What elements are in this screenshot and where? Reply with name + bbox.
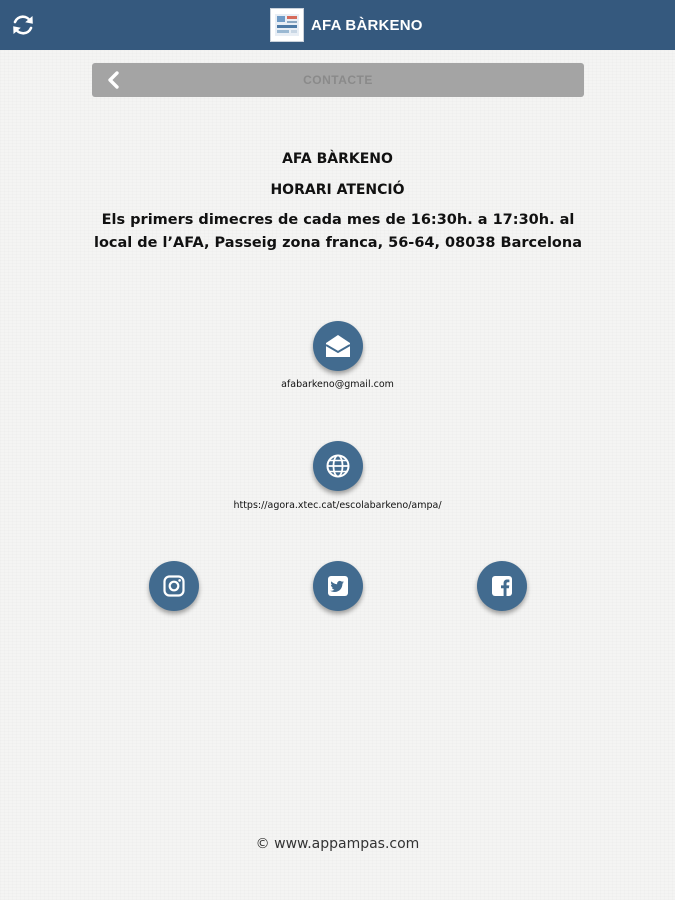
- hours-title: HORARI ATENCIÓ: [270, 182, 405, 198]
- email-button[interactable]: [313, 321, 363, 371]
- website-link[interactable]: https://agora.xtec.cat/escolabarkeno/ampa/: [233, 500, 442, 511]
- twitter-button[interactable]: [313, 561, 363, 611]
- facebook-icon: [490, 574, 514, 598]
- org-name: AFA BÀRKENO: [282, 151, 393, 167]
- section-title: CONTACTE: [303, 73, 373, 87]
- envelope-icon: [324, 333, 352, 359]
- hours-text: Els primers dimecres de cada mes de 16:30h. a 17:30h. al local de l’AFA, Passeig zona franca, 56-64, 08038 Barcelona: [93, 212, 583, 251]
- globe-icon: [325, 453, 351, 479]
- instagram-icon: [162, 574, 186, 598]
- app-title: AFA BÀRKENO: [311, 16, 423, 34]
- brand: [270, 9, 423, 41]
- instagram-button[interactable]: [149, 561, 199, 611]
- top-bar: [0, 0, 675, 50]
- section-header: [92, 63, 584, 97]
- twitter-icon: [326, 574, 350, 598]
- refresh-icon[interactable]: [10, 12, 36, 38]
- email-link[interactable]: afabarkeno@gmail.com: [281, 379, 394, 390]
- footer-credit[interactable]: © www.appampas.com: [255, 836, 420, 852]
- website-button[interactable]: [313, 441, 363, 491]
- app-logo: [270, 8, 304, 42]
- facebook-button[interactable]: [477, 561, 527, 611]
